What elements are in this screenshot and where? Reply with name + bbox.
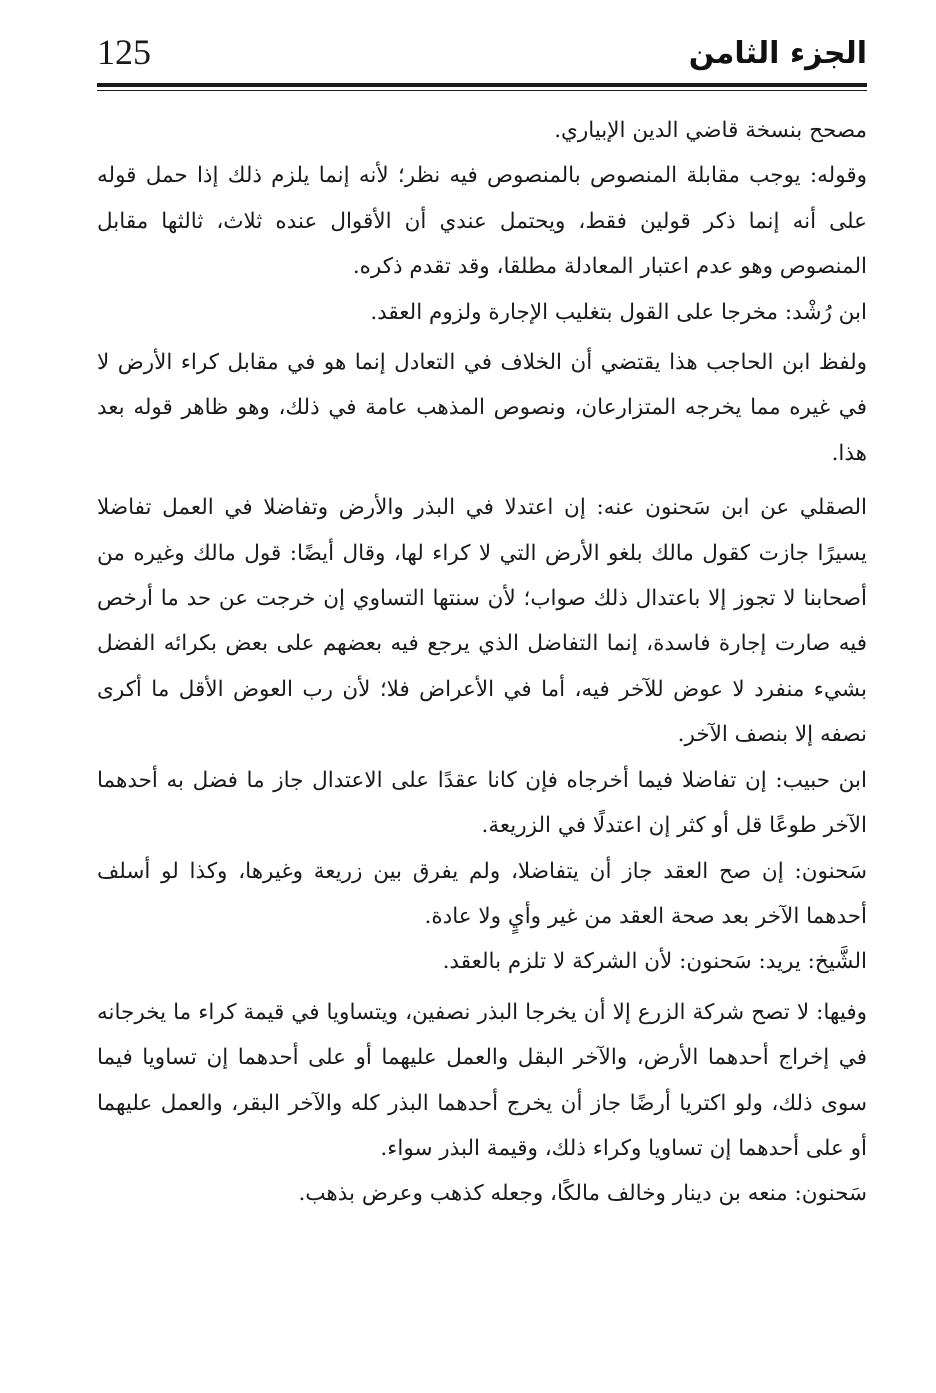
- paragraph: ولفظ ابن الحاجب هذا يقتضي أن الخلاف في التعادل إنما هو في مقابل كراء الأرض لا في غيره مما يخرجه المتزارعان، ونصوص المذهب عامة في ذلك، وهو ظاهر قوله بعد هذا.: [97, 350, 867, 466]
- paragraph: الشَّيخ: يريد: سَحنون: لأن الشركة لا تلزم بالعقد.: [442, 949, 867, 975]
- header-rule-thin: [97, 90, 867, 91]
- paragraph: سَحنون: إن صح العقد جاز أن يتفاضلا، ولم يفرق بين زريعة وغيرها، وكذا لو أسلف أحدهما الآخر بعد صحة العقد من غير وأيٍ ولا عادة.: [97, 858, 867, 929]
- header-rule-thick: [97, 83, 867, 87]
- paragraph: وقوله: يوجب مقابلة المنصوص بالمنصوص فيه نظر؛ لأنه إنما يلزم ذلك إذا حمل قوله على أنه إنما ذكر قولين فقط، ويحتمل عندي أن الأقوال عنده ثلاث، ثالثها مقابل المنصوص وهو عدم اعتبار المعادلة مطلقا، وقد تقدم ذكره.: [97, 163, 867, 280]
- paragraph: الصقلي عن ابن سَحنون عنه: إن اعتدلا في البذر والأرض وتفاضلا في العمل تفاضلا يسيرًا جازت كقول مالك بلغو الأرض التي لا كراء لها، وقال أيضًا: قول مالك وغيره من أصحابنا لا تجوز إلا باعتدال ذلك صواب؛ لأن سنتها التساوي إن خرجت عن حد ما أرخص فيه صارت إجارة فاسدة، إنما التفاضل الذي يرجع فيه بعضهم على بعض بكرائه الفضل بشيء منفرد لا عوض للآخر فيه، أما في الأعراض فلا؛ لأن رب العوض الأقل ما أكرى نصفه إلا بنصف الآخر.: [97, 495, 867, 748]
- paragraph: ابن رُشْد: مخرجا على القول بتغليب الإجارة ولزوم العقد.: [370, 299, 867, 325]
- page-number: 125: [97, 32, 151, 72]
- body-text: [97, 108, 867, 1217]
- paragraph: مصحح بنسخة قاضي الدين الإبياري.: [554, 118, 867, 143]
- paragraph: سَحنون: منعه بن دينار وخالف مالكًا، وجعله كذهب وعرض بذهب.: [298, 1181, 867, 1207]
- running-title: الجزء الثامن: [688, 36, 867, 71]
- paragraph: وفيها: لا تصح شركة الزرع إلا أن يخرجا البذر نصفين، ويتساويا في قيمة كراء ما يخرجانه في إخراج أحدهما الأرض، والآخر البقل والعمل عليهما أو على أحدهما إن تساويا فيما سوى ذلك، ولو اكتريا أرضًا جاز أن يخرج أحدهما البذر كله والآخر البقر، والعمل عليهما أو على أحدهما إن تساويا وكراء ذلك، وقيمة البذر سواء.: [97, 999, 867, 1161]
- page-header: [97, 30, 867, 82]
- paragraph: ابن حبيب: إن تفاضلا فيما أخرجاه فإن كانا عقدًا على الاعتدال جاز ما فضل به أحدهما الآخر طوعًا قل أو كثر إن اعتدلًا في الزريعة.: [97, 767, 867, 839]
